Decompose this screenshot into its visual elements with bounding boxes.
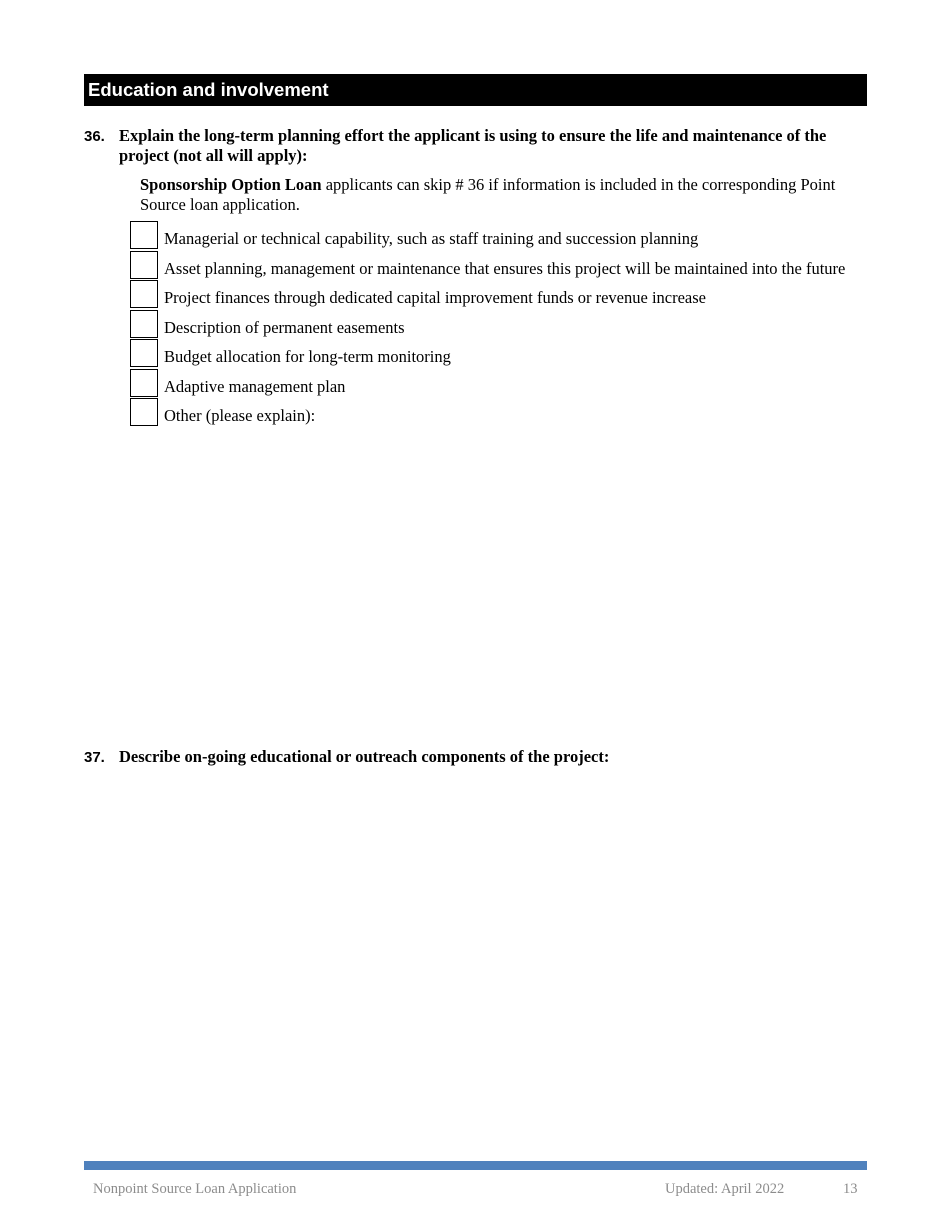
check-label: Asset planning, management or maintenance that ensures this project will be maintained into the future — [164, 258, 846, 278]
question-37-number: 37. — [84, 749, 105, 766]
check-row-managerial[interactable] — [130, 221, 890, 251]
check-row-asset-planning[interactable] — [130, 251, 890, 281]
question-36-note — [140, 175, 868, 215]
footer-divider — [84, 1161, 867, 1170]
check-row-adaptive-management[interactable] — [130, 369, 890, 399]
question-36-number: 36. — [84, 128, 105, 145]
checkbox-other[interactable] — [130, 398, 158, 426]
note-bold: Sponsorship Option Loan — [140, 175, 322, 194]
checkbox-asset-planning[interactable] — [130, 251, 158, 279]
check-label: Managerial or technical capability, such as staff training and succession planning — [164, 229, 699, 248]
question-36-text: Explain the long-term planning effort the applicant is using to ensure the life and maintenance of the project (not all will apply): — [119, 126, 827, 165]
footer-updated-date: Updated: April 2022 — [665, 1181, 785, 1197]
check-label: Description of permanent easements — [164, 317, 405, 337]
section-header: Education and involvement — [84, 74, 867, 106]
planning-checklist — [130, 221, 890, 428]
question-37-text: Describe on-going educational or outreach components of the project: — [119, 747, 610, 766]
check-row-project-finances[interactable] — [130, 280, 890, 310]
checkbox-easements[interactable] — [130, 310, 158, 338]
checkbox-adaptive-management[interactable] — [130, 369, 158, 397]
check-row-other[interactable] — [130, 398, 890, 428]
check-label: Adaptive management plan — [164, 376, 346, 396]
footer-document-title: Nonpoint Source Loan Application — [93, 1181, 297, 1197]
checkbox-managerial[interactable] — [130, 221, 158, 249]
check-row-budget-monitoring[interactable] — [130, 339, 890, 369]
note-rest: applicants can skip # 36 if information is included in the corresponding Point Source loan application. — [140, 175, 836, 214]
checkbox-project-finances[interactable] — [130, 280, 158, 308]
check-label: Other (please explain): — [164, 406, 316, 425]
check-label: Budget allocation for long-term monitoring — [164, 347, 451, 366]
checkbox-budget-monitoring[interactable] — [130, 339, 158, 367]
check-label: Project finances through dedicated capital improvement funds or revenue increase — [164, 288, 706, 307]
check-row-easements[interactable] — [130, 310, 890, 340]
footer-page-number: 13 — [843, 1181, 858, 1197]
